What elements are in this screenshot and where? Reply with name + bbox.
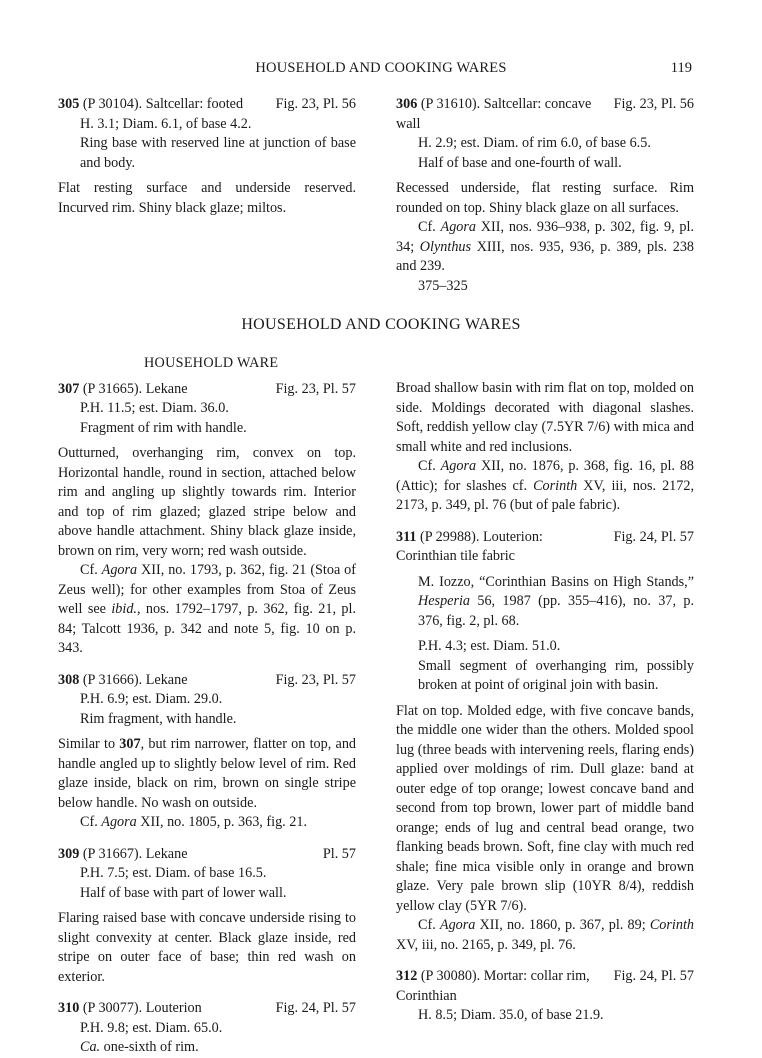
entry-heading	[396, 528, 694, 567]
entry-heading	[58, 845, 356, 865]
dimensions: H. 2.9; est. Diam. of rim 6.0, of base 6.5.	[418, 135, 651, 151]
entry-310	[58, 999, 356, 1058]
entry-heading	[58, 95, 356, 115]
entry-number: 312	[396, 968, 418, 984]
entry-heading	[396, 967, 694, 1006]
entry-heading	[396, 95, 694, 134]
entry-number: 306	[396, 96, 418, 112]
description: Flat resting surface and underside reserved. Incurved rim. Shiny black glaze; miltos.	[58, 180, 356, 216]
comparanda: Cf. Agora XII, no. 1793, p. 362, fig. 21 (Stoa of Zeus well); for other examples from Stoa of Zeus well see ibid., nos. 1792–1797, p. 362, fig. 21, pl. 84; Talcott 1936, p. 342 and note 5, fig. 10 on p. 343.	[58, 562, 357, 656]
comparanda: Cf. Agora XII, no. 1805, p. 363, fig. 21.	[80, 814, 307, 830]
bibliography: M. Iozzo, “Corinthian Basins on High Stands,” Hesperia 56, 1987 (pp. 355–416), no. 37, p. 376, fig. 2, pl. 68.	[418, 573, 695, 629]
description: Flaring raised base with concave underside rising to slight convexity at center. Black glaze inside, red stripe on outer face of base; thin red wash on exterior.	[58, 910, 356, 985]
entry-title: (P 31667). Lekane	[82, 845, 188, 862]
dimensions: P.H. 6.9; est. Diam. 29.0.	[80, 691, 223, 707]
entry-307	[58, 380, 356, 659]
entry-title: (P 30077). Louterion	[82, 1000, 202, 1016]
entry-number: 311	[396, 528, 417, 545]
dimensions: P.H. 4.3; est. Diam. 51.0.	[418, 638, 561, 654]
entry-heading	[58, 380, 356, 400]
entry-312	[396, 967, 694, 1026]
description: Flat on top. Molded edge, with five concave bands, the middle one wider than the others. Molded spool lug (three beads with intervening reels, flaring ends) applied over moldings of rim. Dull glaze: band at outer edge of top orange; lowest concave band and second from top brown, lower part of middle band orange; ends of lug and central bead orange, two flanking beads brown. Soft, fine clay with much red shale; fine mica visible only in orange and brown glaze. Very pale brown slip (10YR 8/4), reddish yellow clay (5YR 7/6).	[396, 702, 694, 914]
figure-reference: Fig. 24, Pl. 57	[275, 1000, 356, 1016]
description-310-continued: Broad shallow basin with rim flat on top, molded on side. Moldings decorated with diagonal slashes. Soft, reddish yellow clay (7.5YR 7/6) with mica and small white and red inclusions.	[396, 380, 694, 455]
entry-number: 308	[58, 671, 80, 688]
preservation: Fragment of rim with handle.	[80, 419, 247, 436]
entry-308	[58, 671, 356, 833]
dimensions: P.H. 9.8; est. Diam. 65.0.	[80, 1019, 223, 1036]
entry-title: (P 30080). Mortar: collar rim, Corinthian	[396, 968, 590, 1004]
preservation: Small segment of overhanging rim, possibly broken at point of original join with basin.	[418, 657, 694, 693]
entry-number: 309	[58, 845, 80, 862]
comparanda: Cf. Agora XII, nos. 936–938, p. 302, fig. 9, pl. 34; Olynthus XIII, nos. 935, 936, p. 389, pls. 238 and 239.	[396, 219, 695, 274]
description: Similar to 307, but rim narrower, flatter on top, and handle angled up to slightly below level of rim. Red glaze inside, black on rim, brown on single stripe below handle. No wash on outside.	[58, 736, 357, 811]
preservation: Half of base with part of lower wall.	[80, 884, 287, 901]
dimensions: H. 8.5; Diam. 35.0, of base 21.9.	[418, 1007, 604, 1023]
figure-reference: Pl. 57	[322, 845, 356, 862]
entry-title: (P 31610). Saltcellar: concave wall	[396, 96, 592, 132]
entry-title: (P 31666). Lekane	[82, 671, 188, 688]
entry-309	[58, 845, 356, 988]
comparanda: Cf. Agora XII, no. 1860, p. 367, pl. 89; Corinth XV, iii, no. 2165, p. 349, pl. 76.	[396, 917, 694, 953]
left-column	[58, 354, 356, 1058]
figure-reference: Fig. 23, Pl. 57	[275, 671, 356, 688]
preservation: Ca. one-sixth of rim.	[80, 1039, 199, 1055]
dimensions: P.H. 11.5; est. Diam. 36.0.	[80, 400, 229, 416]
entry-heading	[58, 999, 356, 1019]
entry-number: 310	[58, 1000, 80, 1016]
dimensions: H. 3.1; Diam. 6.1, of base 4.2.	[80, 115, 252, 132]
subsection-title: HOUSEHOLD WARE	[144, 355, 279, 371]
figure-reference: Fig. 23, Pl. 57	[275, 380, 356, 397]
entry-title: (P 30104). Saltcellar: footed	[82, 96, 244, 112]
figure-reference: Fig. 23, Pl. 56	[613, 96, 694, 112]
entry-306	[396, 95, 694, 296]
dimensions: P.H. 7.5; est. Diam. of base 16.5.	[80, 865, 267, 881]
figure-reference: Fig. 23, Pl. 56	[275, 96, 356, 112]
comparanda-310: Cf. Agora XII, no. 1876, p. 368, fig. 16, pl. 88 (Attic); for slashes cf. Corinth XV, iii, nos. 2172, 2173, p. 349, pl. 76 (but of pale fabric).	[396, 458, 695, 513]
running-head	[0, 60, 762, 80]
entry-title: (P 29988). Louterion: Corinthian tile fabric	[396, 528, 543, 564]
figure-reference: Fig. 24, Pl. 57	[613, 968, 694, 984]
entry-311	[396, 528, 694, 956]
running-title: HOUSEHOLD AND COOKING WARES	[255, 60, 507, 76]
description: Outturned, overhanging rim, convex on top. Horizontal handle, round in section, attached below rim and angling up slightly towards rim. Interior and top of rim glazed; glazed stripe below and above handle attachment. Shiny black glaze inside, brown on rim, very worn; red wash outside.	[58, 445, 356, 559]
description: Recessed underside, flat resting surface. Rim rounded on top. Shiny black glaze on all surfaces.	[396, 180, 694, 216]
entry-number: 307	[58, 380, 80, 397]
page-number: 119	[670, 60, 692, 76]
entry-305	[58, 95, 356, 218]
preservation: Rim fragment, with handle.	[80, 710, 237, 727]
preservation: Ring base with reserved line at junction of base and body.	[80, 135, 356, 171]
preservation: Half of base and one-fourth of wall.	[418, 154, 622, 171]
entry-number: 305	[58, 96, 80, 112]
entry-heading	[58, 671, 356, 691]
figure-reference: Fig. 24, Pl. 57	[613, 528, 694, 545]
section-title: HOUSEHOLD AND COOKING WARES	[241, 316, 521, 333]
right-column	[396, 379, 694, 1026]
entry-title: (P 31665). Lekane	[82, 380, 188, 397]
date: 375–325	[418, 277, 468, 294]
